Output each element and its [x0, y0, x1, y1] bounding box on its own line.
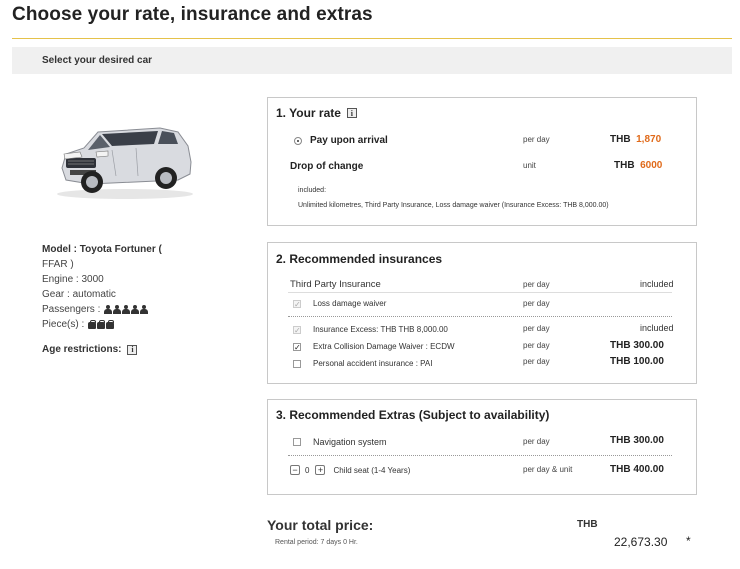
drop-amount: 6000 — [640, 160, 663, 171]
navigation-checkbox[interactable] — [293, 438, 301, 446]
child-seat-row — [290, 465, 410, 475]
navigation-row[interactable] — [293, 437, 387, 447]
total-amount: 22,673.30 — [614, 535, 668, 549]
included-text: Unlimited kilometres, Third Party Insurance, Loss damage waiver (Insurance Excess: THB 8,000.00) — [298, 202, 609, 209]
excess-unit: per day — [523, 324, 550, 333]
title-divider — [12, 38, 732, 39]
luggage-icon — [97, 322, 105, 329]
third-party-unit: per day — [523, 280, 550, 289]
child-seat-quantity: 0 — [305, 465, 310, 475]
divider — [288, 292, 672, 293]
rental-period: Rental period: 7 days 0 Hr. — [275, 539, 358, 546]
pai-checkbox[interactable] — [293, 360, 301, 368]
pieces-label: Piece(s) : — [42, 319, 85, 330]
rate-info-icon[interactable]: i — [347, 108, 357, 118]
ecdw-label: Extra Collision Damage Waiver : ECDW — [313, 342, 455, 351]
child-seat-increase-button[interactable]: + — [315, 465, 325, 475]
ldw-checkbox: ✓ — [294, 299, 301, 309]
pay-currency: THB — [610, 134, 631, 145]
luggage-icon — [88, 322, 96, 329]
third-party-label: Third Party Insurance — [290, 279, 381, 290]
pai-unit: per day — [523, 357, 550, 366]
ecdw-price: THB 300.00 — [610, 340, 664, 351]
luggage-icon — [106, 322, 114, 329]
third-party-price: included — [640, 279, 674, 289]
insurances-title: 2. Recommended insurances — [276, 252, 443, 266]
person-icon — [113, 305, 121, 314]
drop-change-label: Drop of change — [290, 161, 364, 172]
child-seat-label: Child seat (1-4 Years) — [333, 465, 411, 475]
model-label: Model : — [42, 244, 77, 255]
rate-panel — [267, 97, 697, 226]
page-title: Choose your rate, insurance and extras — [12, 4, 373, 25]
rate-panel-title — [276, 106, 357, 120]
included-label: included: — [298, 187, 327, 194]
person-icon — [122, 305, 130, 314]
ldw-label: Loss damage waiver — [313, 299, 387, 308]
excess-price: included — [640, 323, 674, 333]
navigation-label: Navigation system — [313, 437, 387, 447]
ecdw-row[interactable] — [293, 342, 455, 351]
ecdw-checkbox[interactable]: ✓ — [294, 342, 301, 352]
person-icon — [131, 305, 139, 314]
dotted-divider — [288, 316, 672, 317]
age-restrictions — [42, 344, 137, 355]
excess-label: Insurance Excess: THB THB 8,000.00 — [313, 325, 448, 334]
pay-unit: per day — [523, 135, 550, 144]
pai-row[interactable] — [293, 359, 432, 368]
excess-checkbox: ✓ — [294, 325, 301, 335]
car-image — [50, 110, 200, 202]
engine-label: Engine : — [42, 274, 79, 285]
pay-upon-arrival-label: Pay upon arrival — [310, 135, 388, 146]
passengers-icons — [104, 305, 148, 314]
car-details — [42, 242, 212, 332]
age-info-icon[interactable]: i — [127, 345, 137, 355]
gear-label: Gear : — [42, 289, 70, 300]
pay-amount: 1,870 — [636, 134, 662, 145]
total-footnote-marker: * — [686, 534, 691, 548]
pay-upon-arrival-option[interactable] — [294, 135, 388, 146]
drop-price — [614, 160, 662, 171]
passengers-label: Passengers : — [42, 304, 101, 315]
rate-title-text: 1. Your rate — [276, 106, 341, 120]
pay-price — [610, 134, 661, 145]
model-value: Toyota Fortuner ( — [79, 244, 162, 255]
navigation-unit: per day — [523, 437, 550, 446]
dotted-divider — [288, 455, 672, 456]
model-code: FFAR ) — [42, 259, 74, 270]
extras-panel — [267, 399, 697, 495]
navigation-price: THB 300.00 — [610, 435, 664, 446]
pai-label: Personal accident insurance : PAI — [313, 359, 433, 368]
pai-price: THB 100.00 — [610, 356, 664, 367]
ecdw-unit: per day — [523, 341, 550, 350]
excess-row — [293, 325, 448, 334]
extras-title: 3. Recommended Extras (Subject to availability) — [276, 408, 550, 422]
ldw-row — [293, 299, 386, 308]
person-icon — [104, 305, 112, 314]
age-restrictions-label: Age restrictions: — [42, 344, 122, 355]
drop-currency: THB — [614, 160, 635, 171]
total-price-label: Your total price: — [267, 517, 374, 533]
gear-value: automatic — [72, 289, 116, 300]
select-car-label: Select your desired car — [42, 55, 153, 66]
child-seat-decrease-button[interactable]: − — [290, 465, 300, 475]
child-seat-price: THB 400.00 — [610, 464, 664, 475]
insurances-panel — [267, 242, 697, 384]
drop-unit: unit — [523, 161, 536, 170]
pay-upon-arrival-radio[interactable] — [294, 137, 302, 145]
total-currency: THB — [577, 519, 598, 530]
ldw-unit: per day — [523, 299, 550, 308]
engine-value: 3000 — [81, 274, 104, 285]
select-car-bar — [12, 47, 732, 74]
person-icon — [140, 305, 148, 314]
child-seat-unit: per day & unit — [523, 465, 573, 474]
luggage-icons — [88, 320, 114, 329]
